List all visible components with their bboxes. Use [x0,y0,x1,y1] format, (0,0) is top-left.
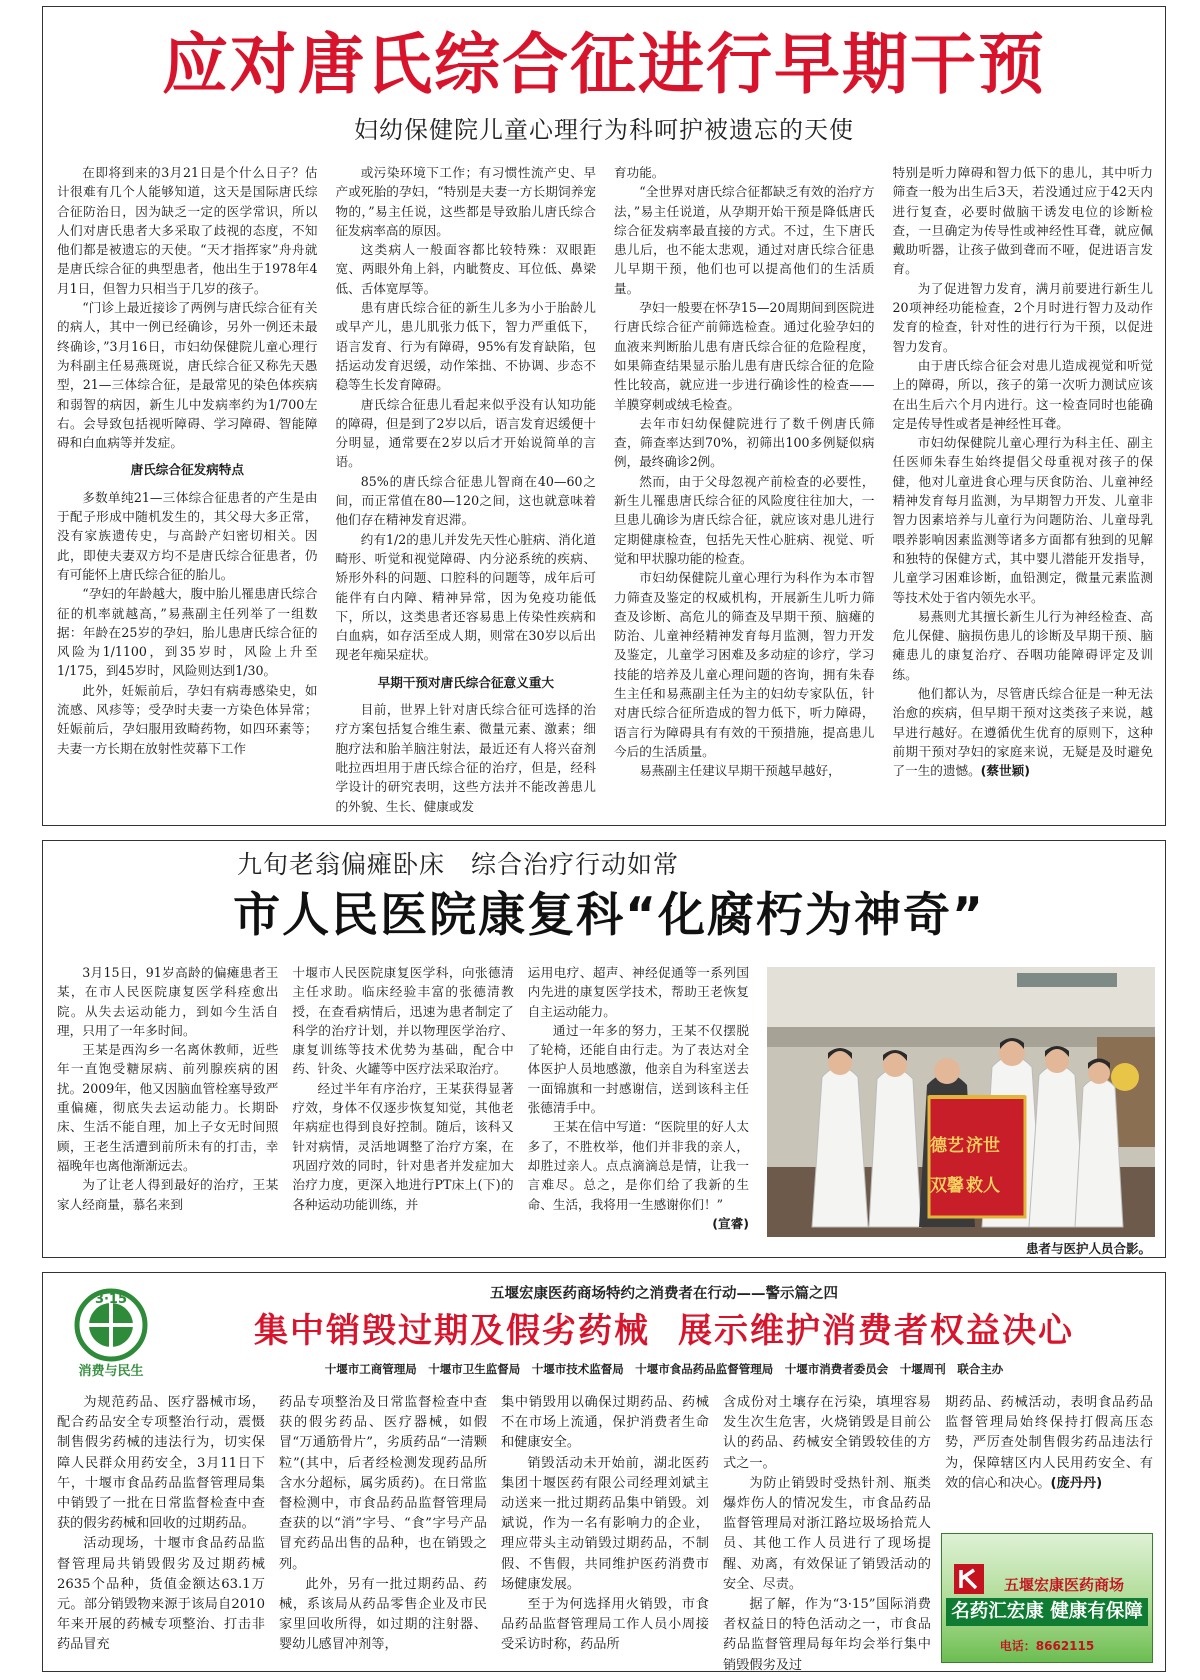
paragraph: 为了让老人得到最好的治疗，王某家人经商量，慕名来到 [57,1177,279,1212]
paragraph: “门诊上最近接诊了两例与唐氏综合征有关的病人，其中一例已经确诊，另外一例还未最终确诊，”3月16日，市妇幼保健院儿童心理行为科副主任易燕斑说，唐氏综合征又称先天愚型，21—三体综合征，是最常见的染色体疾病和弱智的病因，新生儿中发病率约为1/700左右。会导致包括视听障碍、学习障碍、智能障碍和白血病等并发症。 [57,300,318,451]
consumer-logo-icon [65,1285,157,1381]
paragraph: 期药品、药械活动，表明食品药品监督管理局始终保持打假高压态势，严厉查处制售假劣药品违法行为，保障辖区内人民用药安全、有效的信心和决心。(庞丹丹) [945,1395,1153,1491]
paragraph: 为防止销毁时受热针剂、瓶类爆炸伤人的情况发生，市食品药品监督管理局对浙江路垃圾场拾荒人员、其他工作人员进行了现场提醒、劝离，有效保证了销毁活动的安全、尽责。 [723,1475,931,1592]
banner-line2: 济世 [966,1136,1000,1156]
paragraph: 为规范药品、医疗器械市场，配合药品安全专项整治行动，震慑制售假劣药械的违法行为，切实保障人民群众用药安全，3月11日下午，十堰市食品药品监督管理局集中销毁了一批在日常监督检查中查获的假劣药械和回收的过期药品。 [57,1395,265,1532]
paragraph: 易燕副主任建议早期干预越早越好， [639,763,841,779]
pharmacy-logo-icon [954,1564,984,1594]
paragraph [528,1214,749,1233]
title-part1: 集中销毁过期及假劣药械 [254,1311,650,1351]
photo-banner-text [925,1121,1005,1231]
text-column [501,1393,709,1676]
banner-line1: 德艺 [930,1136,964,1156]
paragraph: 十堰市人民医院康复医学科，向张德清主任求助。临床经验丰富的张德清教授，在查看病情后，迅速为患者制定了科学的治疗计划，并以物理医学治疗、康复训练等技术优势为基础，配合中药、针灸、火罐等中医疗法采取治疗。 [292,965,514,1077]
paragraph: 王某在信中写道：“医院里的好人太多了，不胜枚举，他们并非我的亲人，却胜过亲人。点点滴滴总是情，让我一言难尽。总之，是你们给了我新的生命、生活，我将用一生感谢你们！” [527,1119,749,1212]
banner-line4: 救人 [966,1176,1000,1196]
paragraph: 市妇幼保健院儿童心理行为科主任、副主任医师朱春生始终提倡父母重视对孩子的保健，他对儿童进食心理与厌食防治、儿童神经精神发育每月监测，为早期智力开发、儿童非智力因素培养与儿童行为问题防治、儿童母乳喂养影响因素监测等诸多方面都有独到的见解和独特的保健方式，其中婴儿潜能开发指导，儿童学习困难诊断，血铅测定，微量元素监测等技术处于省内领先水平。 [892,435,1153,605]
text-column [336,163,597,819]
paragraph: 育功能。 [614,165,665,180]
paragraph: 在即将到来的3月21日是个什么日子？估计很难有几个人能够知道，这天是国际唐氏综合征防治日，因为缺乏一定的医学常识，所以人们对唐氏患者大多采取了歧视的态度，不知他们都是被遗忘的天使。“天才指挥家”舟舟就是唐氏综合征的典型患者，他出生于1978年4月1日，但智力只相当于几岁的孩子。 [57,165,318,296]
paragraph: 去年市妇幼保健院进行了数千例唐氏筛查，筛查率达到70%，初筛出100多例疑似病例，最终确诊2例。 [614,415,875,470]
organizers: 十堰市工商管理局 十堰市卫生监督局 十堰市技术监督局 十堰市食品药品监督管理局 十堰市消费者委员会 十堰周刊 联合主办 [324,1362,1004,1376]
article2-title: 市人民医院康复科“化腐朽为神奇” [233,888,985,943]
paragraph: 约有1/2的患儿并发先天性心脏病、消化道畸形、听觉和视觉障碍、内分泌系统的疾病、矫形外科的问题、口腔科的问题等，成年后可能伴有白内障、精神异常，因为免疫功能低下，所以，这类患者还容易患上传染性疾病和白血病，如存活至成人期，则常在30岁以后出现老年痴呆症状。 [335,531,596,663]
paragraph: 多数单纯21—三体综合征患者的产生是由于配子形成中随机发生的，其父母大多正常，没有家族遗传史，与高龄产妇密切相关。因此，即使夫妻双方均不是唐氏综合征患者，仍有可能怀上唐氏综合征的胎儿。 [57,489,318,582]
paragraph: 据了解，作为“3·15”国际消费者权益日的特色活动之一，市食品药品监督管理局每年均会举行集中销毁假劣及过 [723,1597,931,1673]
paragraph: 经过半年有序治疗，王某获得显著疗效，身体不仅逐步恢复知觉，其他老年病症也得到良好控制。随后，该科又针对病情，灵活地调整了治疗方案，在巩固疗效的同时，针对患者并发症加大治疗力度，更深入地进行PT床上(下)的各种运动功能训练，并 [292,1080,514,1212]
byline: (宣睿) [712,1215,749,1231]
text-column [614,163,875,819]
logo-label: 消费与民生 [78,1364,144,1379]
paragraph: 特别是听力障碍和智力低下的患儿，其中听力筛查一般为出生后3天，若没通过应于42天内进行复查，必要时做脑干诱发电位的诊断检查，一旦确定为传导性或神经性耳聋，就应佩戴助听器，让孩子做到聋而不哑，促进语言发育。 [892,165,1153,277]
paragraph: 然而，由于父母忽视产前检查的必要性，新生儿罹患唐氏综合征的风险度往往加大，一旦患儿确诊为唐氏综合征，就应该对患儿进行定期健康检查，包括先天性心脏病、视觉、听觉和甲状腺功能的检查。 [614,473,875,566]
paragraph: 易燕则尤其擅长新生儿行为神经检查、高危儿保健、脑损伤患儿的诊断及早期干预、脑瘫患儿的康复治疗、吞咽功能障碍评定及训练。 [892,608,1153,682]
paragraph: 他们都认为，尽管唐氏综合征是一种无法治愈的疾病，但早期干预对这类孩子来说，越早进行越好。在遵循优生优育的原则下，这种前期干预对孕妇的家庭来说，无疑是及时避免了一生的遗憾。(蔡世颖) [892,686,1153,779]
section-heading: 早期干预对唐氏综合征意义重大 [377,674,554,690]
paragraph: 含成份对土壤存在污染，填埋容易发生次生危害，火烧销毁是目前公认的药品、药械安全销毁较佳的方式之一。 [723,1395,931,1471]
paragraph: 由于唐氏综合征会对患儿造成视觉和听觉上的障碍，所以，孩子的第一次听力测试应该在出生后六个月内进行。这一检查同时也能确定是传导性或者是神经性耳聋。 [892,357,1153,431]
text-column [723,1393,931,1676]
paragraph: 目前，世界上针对唐氏综合征可选择的治疗方案包括复合维生素、微量元素、激素；细胞疗法和胎羊脑注射法，最近还有人将兴奋剂吡拉西坦用于唐氏综合征的治疗，但是，经科学设计的研究表明，这些方法并不能改善患儿的外貌、生长、健康或发 [335,702,596,814]
paragraph: 这类病人一般面容都比较特殊：双眼距宽、两眼外角上斜，内眦赘皮、耳位低、鼻梁低、舌体宽厚等。 [335,242,596,296]
paragraph: 市妇幼保健院儿童心理行为科作为本市智力筛查及鉴定的权威机构，开展新生儿听力筛查及诊断、高危儿的筛查及早期干预、脑瘫的防治、儿童神经精神发育每月监测，智力开发及鉴定，儿童学习困难及多动症的诊疗，学习技能的培养及儿童心理问题的咨询，拥有朱春生主任和易燕副主任为主的妇幼专家队伍，针对唐氏综合征所造成的智力低下，听力障碍，语言行为障碍具有有效的干预措施，提高患儿今后的生活质量。 [614,570,875,759]
paragraph: 85%的唐氏综合征患儿智商在40—60之间，而正常值在80—120之间，这也就意味着他们存在精神发育迟滞。 [335,473,596,528]
paragraph: 患有唐氏综合征的新生儿多为小于胎龄儿或早产儿，患儿肌张力低下，智力严重低下，语言发育、行为有障碍，95%有发育缺陷，包括运动发育迟缓，动作笨拙、不协调、步态不稳等生长发育障碍。 [335,300,596,393]
article2-body [57,963,749,1251]
svg-text:3·15: 3·15 [94,1292,128,1307]
paragraph: “孕妇的年龄越大，腹中胎儿罹患唐氏综合征的机率就越高，”易燕副主任列举了一组数据：年龄在25岁的孕妇，胎儿患唐氏综合征的风险为1/1100，到35岁时，风险上升至1/175，到45岁时，风险则达到1/30。 [57,586,318,679]
paragraph: 此外，妊娠前后，孕妇有病毒感染史，如流感、风疹等；受孕时夫妻一方染色体异常；妊娠前后，孕妇服用致畸药物，如四环素等；夫妻一方长期在放射性荧幕下工作 [57,682,318,756]
paragraph: 唐氏综合征患儿看起来似乎没有认知功能的障碍，但是到了2岁以后，语言发育迟缓便十分明显，通常要在2岁以后才开始说简单的言语。 [335,396,596,470]
article3-title [173,1305,1155,1357]
paragraph: 通过一年多的努力，王某不仅摆脱了轮椅，还能自由行走。为了表达对全体医护人员地感激，他亲自为科室送去一面锦旗和一封感谢信，送到该科主任张德清手中。 [527,1022,749,1116]
paragraph: 3月15日，91岁高龄的偏瘫患者王某，在市人民医院康复医学科痊愈出院。从失去运动能力，到如今生活自理，只用了一年多时间。 [57,965,279,1038]
paragraph: 王某是西沟乡一名离休教师，近些年一直饱受糖尿病、前列腺疾病的困扰。2009年，他又因脑血管栓塞导致严重偏瘫，彻底失去运动能力。长期卧床、生活不能自理，加上子女无时间照顾，王老生活遭到前所未有的打击，幸福晚年也离他渐渐远去。 [57,1042,279,1173]
paragraph: 运用电疗、超声、神经促通等一系列国内先进的康复医学技术，帮助王老恢复自主运动能力。 [527,965,749,1019]
paragraph: 为了促进智力发育，满月前要进行新生儿20项神经功能检查，2个月时进行智力及动作发育的检查，针对性的进行行为干预，以促进智力发育。 [892,280,1153,354]
title-part2: 展示维护消费者权益决心 [678,1311,1074,1351]
paragraph: 销毁活动未开始前，湖北医药集团十堰医药有限公司经理刘斌主动送来一批过期药品集中销毁。刘斌说，作为一名有影响力的企业，理应带头主动销毁过期药品，不制假、不售假，共同维护医药消费市场健康发展。 [501,1455,709,1592]
text-column [57,163,318,819]
pharmacy-ad [941,1533,1153,1663]
ad-phone: 电话：8662115 [999,1639,1095,1653]
article2-kicker: 九旬老翁偏瘫卧床 综合治疗行动如常 [236,850,679,879]
article-drug-destruction [42,1272,1166,1672]
paragraph: 孕妇一般要在怀孕15—20周期间到医院进行唐氏综合征产前筛选检查。通过化验孕妇的血液来判断胎儿患有唐氏综合征的危险程度，如果筛查结果显示胎儿患有唐氏综合征的危险性比较高，就应进一步进行确诊性的检查——羊膜穿刺或绒毛检查。 [614,300,875,412]
ad-slogan: 名药汇宏康 健康有保障 [946,1598,1148,1626]
paragraph: 集中销毁用以确保过期药品、药械不在市场上流通，保护消费者生命和健康安全。 [501,1395,709,1451]
article1-subtitle: 妇幼保健院儿童心理行为科呵护被遗忘的天使 [354,116,854,144]
text-column [292,963,513,1251]
paragraph: 此外，另有一批过期药品、药械，系该局从药品零售企业及市民家里回收所得，如过期的注射器、婴幼儿感冒冲剂等， [279,1576,487,1653]
byline: (庞丹丹) [1050,1475,1103,1491]
text-column [893,163,1154,819]
article3-kicker: 五堰宏康医药商场特约之消费者在行动——警示篇之四 [490,1286,838,1302]
article-down-syndrome [42,6,1166,826]
byline: (蔡世颖) [980,763,1030,779]
paragraph: 或污染环境下工作；有习惯性流产史、早产或死胎的孕妇，“特别是夫妻一方长期饲养宠物的，”易主任说，这些都是导致胎儿唐氏综合征发病率高的原因。 [335,165,596,238]
text-column [57,963,278,1251]
photo-caption: 患者与医护人员合影。 [1025,1241,1151,1256]
paragraph: 活动现场，十堰市食品药品监督管理局共销毁假劣及过期药械2635个品种，货值金额达63.1万元。部分销毁物来源于该局自2010年来开展的药械专项整治、打击非药品冒充 [57,1536,265,1653]
paragraph: “全世界对唐氏综合征都缺乏有效的治疗方法，”易主任说道，从孕期开始干预是降低唐氏综合征发病率最直接的方式。不过，生下唐氏患儿后，也不能太悲观，通过对唐氏综合征患儿早期干预，他们也可以提高他们的生活质量。 [614,184,875,296]
text-column [279,1393,487,1676]
text-column [57,1393,265,1676]
banner-line3: 双馨 [930,1176,964,1196]
section-heading: 唐氏综合征发病特点 [130,462,244,478]
paragraph: 至于为何选择用火销毁，市食品药品监督管理局工作人员小周接受采访时称，药品所 [501,1597,709,1653]
paragraph: 药品专项整治及日常监督检查中查获的假劣药品、医疗器械，如假冒“万通筋骨片”，劣质药品“一清颗粒”(其中，后者经检测发现药品所含水分超标，属劣质药)。在日常监督检测中，市食品药品监督管理局查获的以“消”字号、“食”字号产品冒充药品出售的品种，也在销毁之列。 [279,1395,487,1572]
article1-body [57,163,1153,819]
text-column [528,963,749,1251]
article1-title: 应对唐氏综合征进行早期干预 [162,26,1046,103]
article-rehabilitation [42,840,1166,1258]
ad-store-name: 五堰宏康医药商场 [1003,1576,1124,1594]
